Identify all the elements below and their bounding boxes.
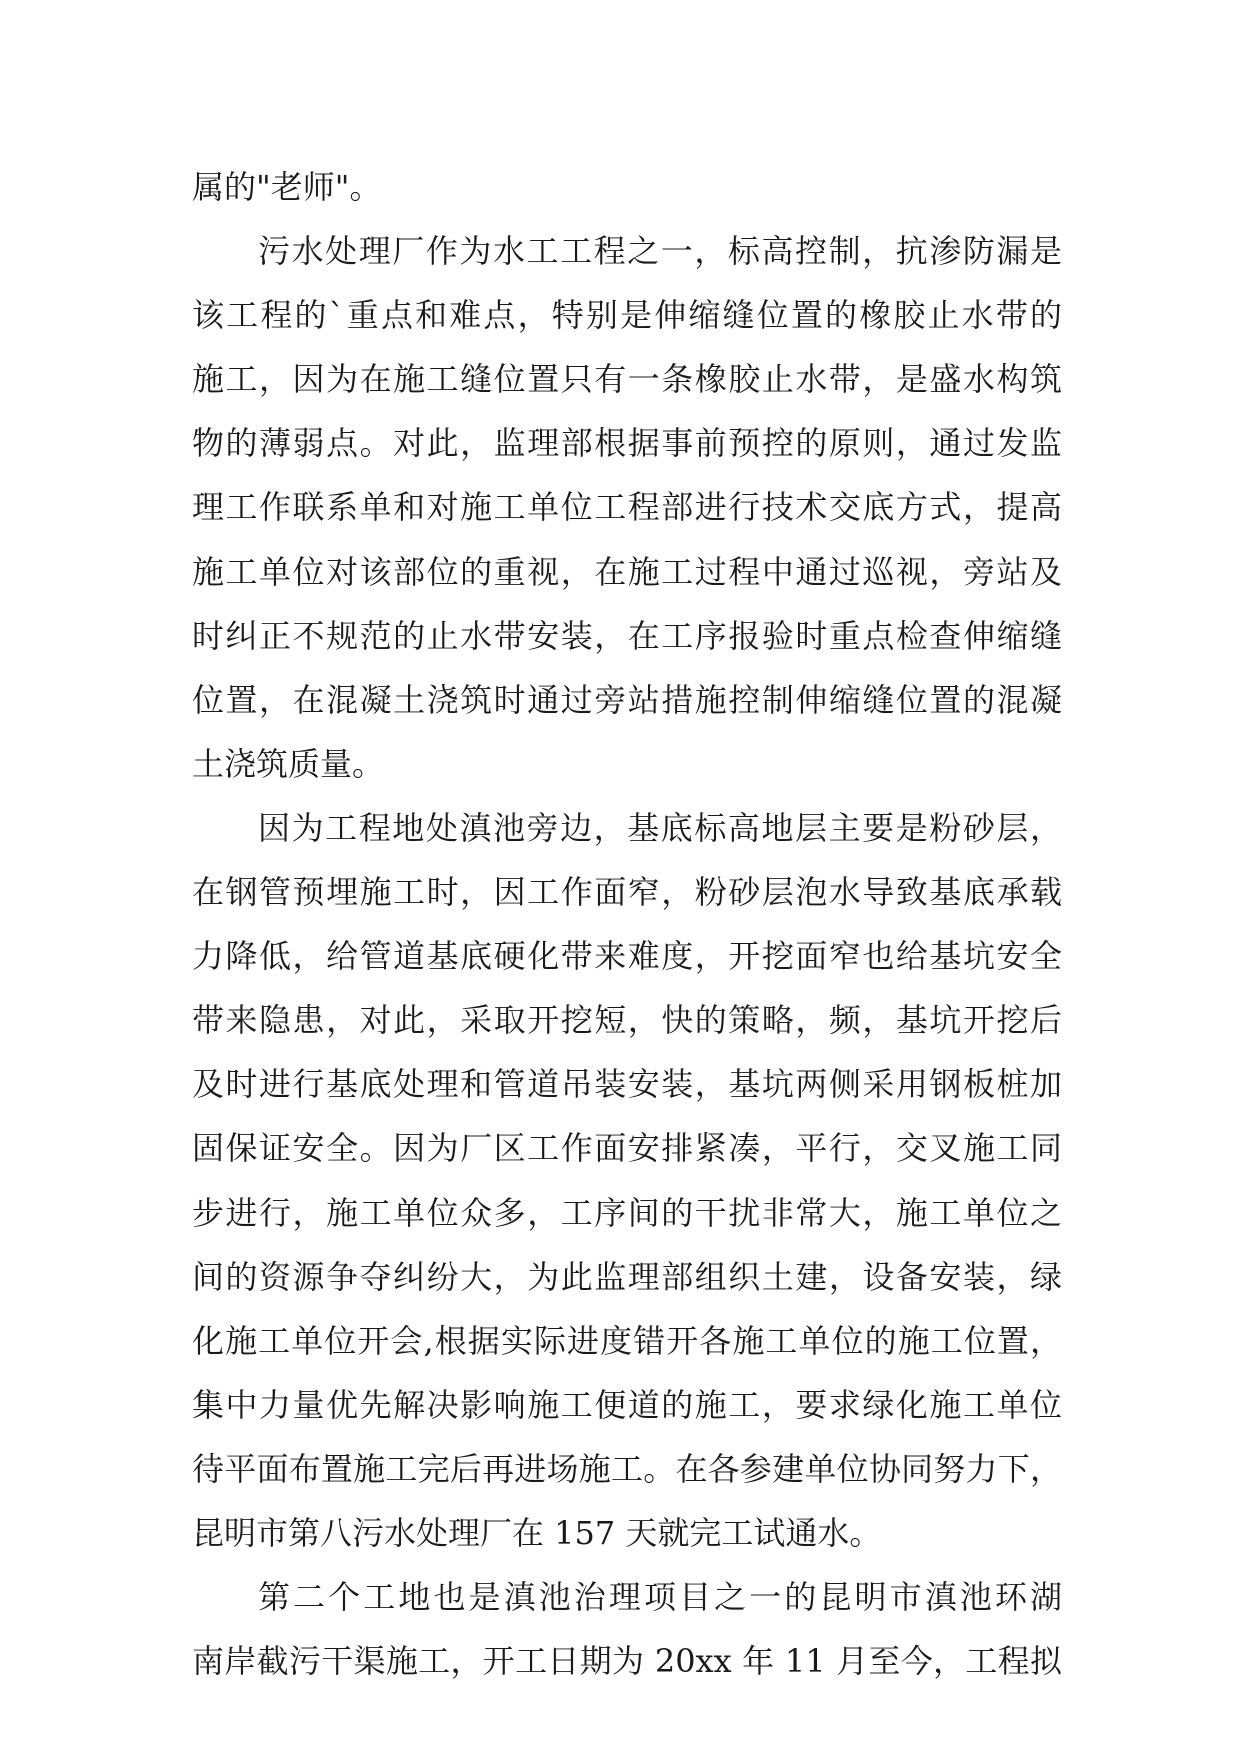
text-line: 属的"老师"。 — [192, 168, 382, 206]
document-body — [192, 155, 1062, 1693]
text-line: 第二个工地也是滇池治理项目之一的昆明市滇池环湖 — [258, 1578, 1062, 1617]
text-line: 物的薄弱点。对此，监理部根据事前预控的原则，通过发监 — [192, 424, 1062, 463]
text-line: 南岸截污干渠施工，开工日期为 20xx 年 11 月至今，工程拟 — [192, 1642, 1062, 1681]
text-line: 理工作联系单和对施工单位工程部进行技术交底方式，提高 — [192, 488, 1062, 527]
text-line: 固保证安全。因为厂区工作面安排紧凑，平行，交叉施工同 — [192, 1129, 1062, 1168]
text-line: 位置，在混凝土浇筑时通过旁站措施控制伸缩缝位置的混凝 — [192, 680, 1062, 719]
text-line: 污水处理厂作为水工工程之一，标高控制，抗渗防漏是 — [258, 232, 1062, 271]
text-line: 及时进行基底处理和管道吊装安装，基坑两侧采用钢板桩加 — [192, 1065, 1062, 1104]
text-line: 待平面布置施工完后再进场施工。在各参建单位协同努力下， — [192, 1449, 1062, 1488]
text-line: 施工，因为在施工缝位置只有一条橡胶止水带，是盛水构筑 — [192, 360, 1062, 399]
text-line: 昆明市第八污水处理厂在 157 天就完工试通水。 — [192, 1513, 882, 1552]
text-line: 集中力量优先解决影响施工便道的施工，要求绿化施工单位 — [192, 1385, 1062, 1424]
text-line: 化施工单位开会,根据实际进度错开各施工单位的施工位置， — [192, 1321, 1062, 1360]
text-line: 因为工程地处滇池旁边，基底标高地层主要是粉砂层， — [258, 808, 1062, 847]
text-line: 间的资源争夺纠纷大，为此监理部组织土建，设备安装，绿 — [192, 1257, 1062, 1296]
text-line: 施工单位对该部位的重视，在施工过程中通过巡视，旁站及 — [192, 552, 1062, 591]
text-line: 带来隐患，对此，采取开挖短，快的策略，频，基坑开挖后 — [192, 1001, 1062, 1040]
text-line: 步进行，施工单位众多，工序间的干扰非常大，施工单位之 — [192, 1193, 1062, 1232]
text-line: 时纠正不规范的止水带安装，在工序报验时重点检查伸缩缝 — [192, 616, 1062, 655]
text-line: 该工程的`重点和难点，特别是伸缩缝位置的橡胶止水带的 — [192, 296, 1062, 335]
text-line: 土浇筑质量。 — [192, 744, 385, 783]
text-line: 在钢管预埋施工时，因工作面窄，粉砂层泡水导致基底承载 — [192, 873, 1062, 912]
text-line: 力降低，给管道基底硬化带来难度，开挖面窄也给基坑安全 — [192, 937, 1062, 976]
